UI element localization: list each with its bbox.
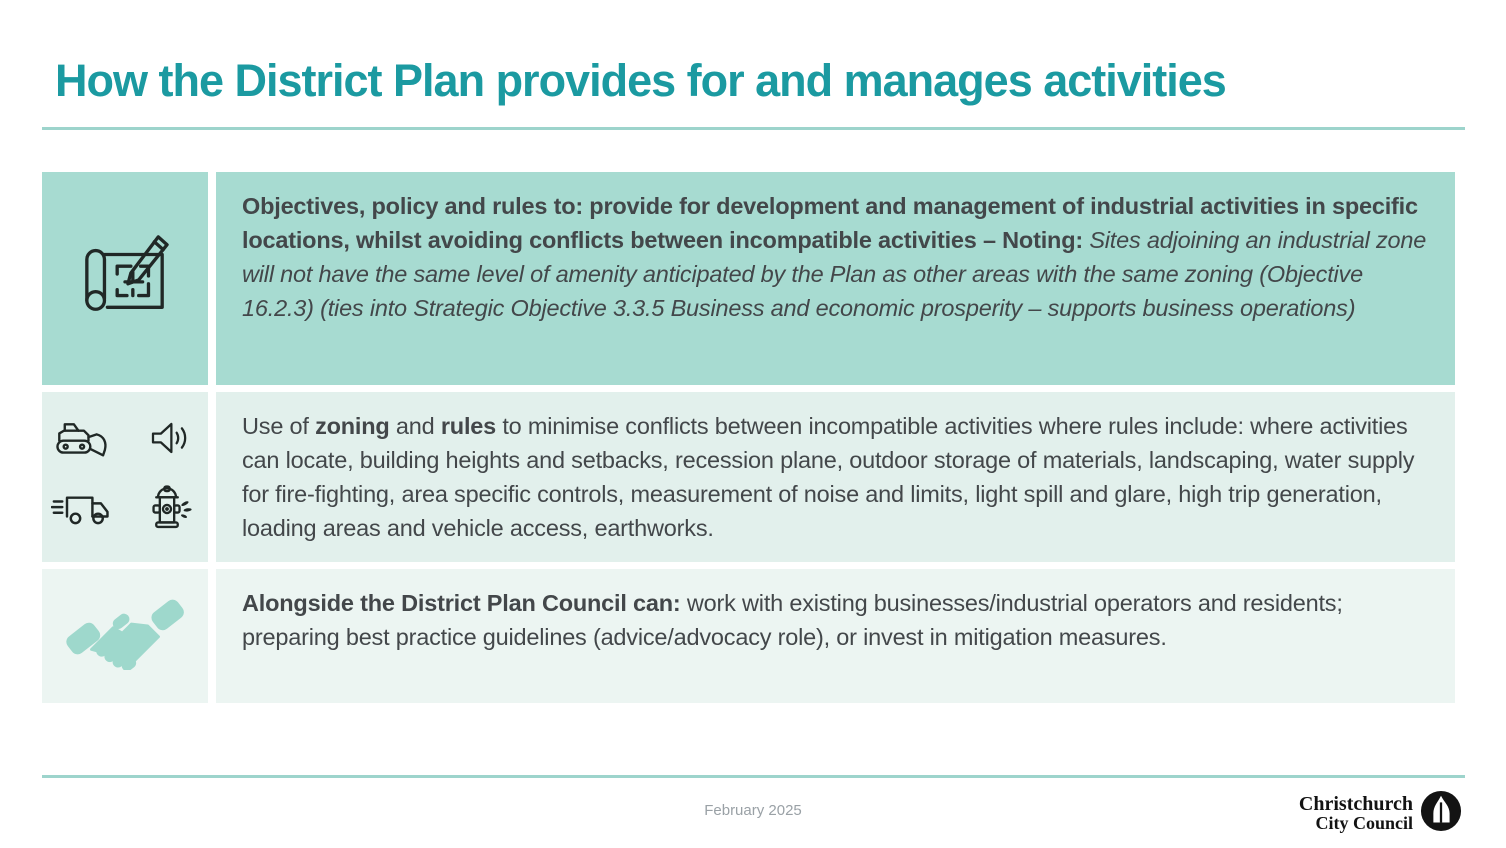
- row3-text-seg: work with existing businesses/industrial operators and residents; preparing best practice guidelines (advice/advocacy role), or invest in mitigation measures.: [242, 590, 1343, 650]
- council-logo-text: [1299, 794, 1413, 833]
- footer-divider: [42, 775, 1465, 778]
- table-row-objectives: [42, 172, 1455, 385]
- row1-italic-text: Sites adjoining an industrial zone will not have the same level of amenity anticipated by the Plan as other areas with the same zoning (Objective 16.2.3) (ties into Strategic Objective 3.3.5 Business and economic prosperity – supports business operations): [242, 227, 1427, 321]
- footer-date: February 2025: [704, 802, 802, 819]
- row1-text: [216, 172, 1455, 385]
- row3-bold-text: Alongside the District Plan Council can:: [242, 590, 687, 616]
- content-table: [42, 172, 1455, 703]
- speaker-icon: [139, 415, 195, 466]
- row2-bold-rules: rules: [440, 413, 497, 439]
- row2-bold-zoning: zoning: [315, 413, 390, 439]
- council-logo-line2: City Council: [1315, 813, 1413, 833]
- truck-icon: [51, 486, 115, 537]
- page-title: How the District Plan provides for and manages activities: [55, 55, 1226, 106]
- table-row-zoning-rules: [42, 392, 1455, 562]
- handshake-icon: [66, 598, 184, 675]
- bulldozer-icon: [52, 414, 114, 467]
- title-divider: [42, 127, 1465, 130]
- row2-text: [216, 392, 1455, 562]
- row1-bold-text: Objectives, policy and rules to: provide for development and management of industrial activities in specific locations, whilst avoiding conflicts between incompatible activities – Noting:: [242, 193, 1418, 253]
- fire-hydrant-icon: [137, 483, 197, 540]
- table-row-alongside: [42, 569, 1455, 703]
- row2-icon-cell: [42, 392, 208, 562]
- row2-text-seg: and: [389, 413, 441, 439]
- council-logo: [1299, 790, 1462, 837]
- cathedral-in-circle-icon: [1420, 790, 1462, 837]
- row2-text-seg: to minimise conflicts between incompatible activities where rules include: where activities can locate, building heights and setbacks, recession plane, outdoor storage of materials, landscaping, water supply for fire-fighting, area specific controls, measurement of noise and limits, light spill and glare, high trip generation, loading areas and vehicle access, earthworks.: [242, 413, 1415, 541]
- row3-icon-cell: [42, 569, 208, 703]
- blueprint-plan-icon: [75, 231, 175, 326]
- row2-text-seg: Use of: [242, 413, 316, 439]
- row1-icon-cell: [42, 172, 208, 385]
- row3-text: [216, 569, 1455, 703]
- row2-icon-grid: [52, 414, 198, 540]
- council-logo-line1: Christchurch: [1298, 793, 1413, 815]
